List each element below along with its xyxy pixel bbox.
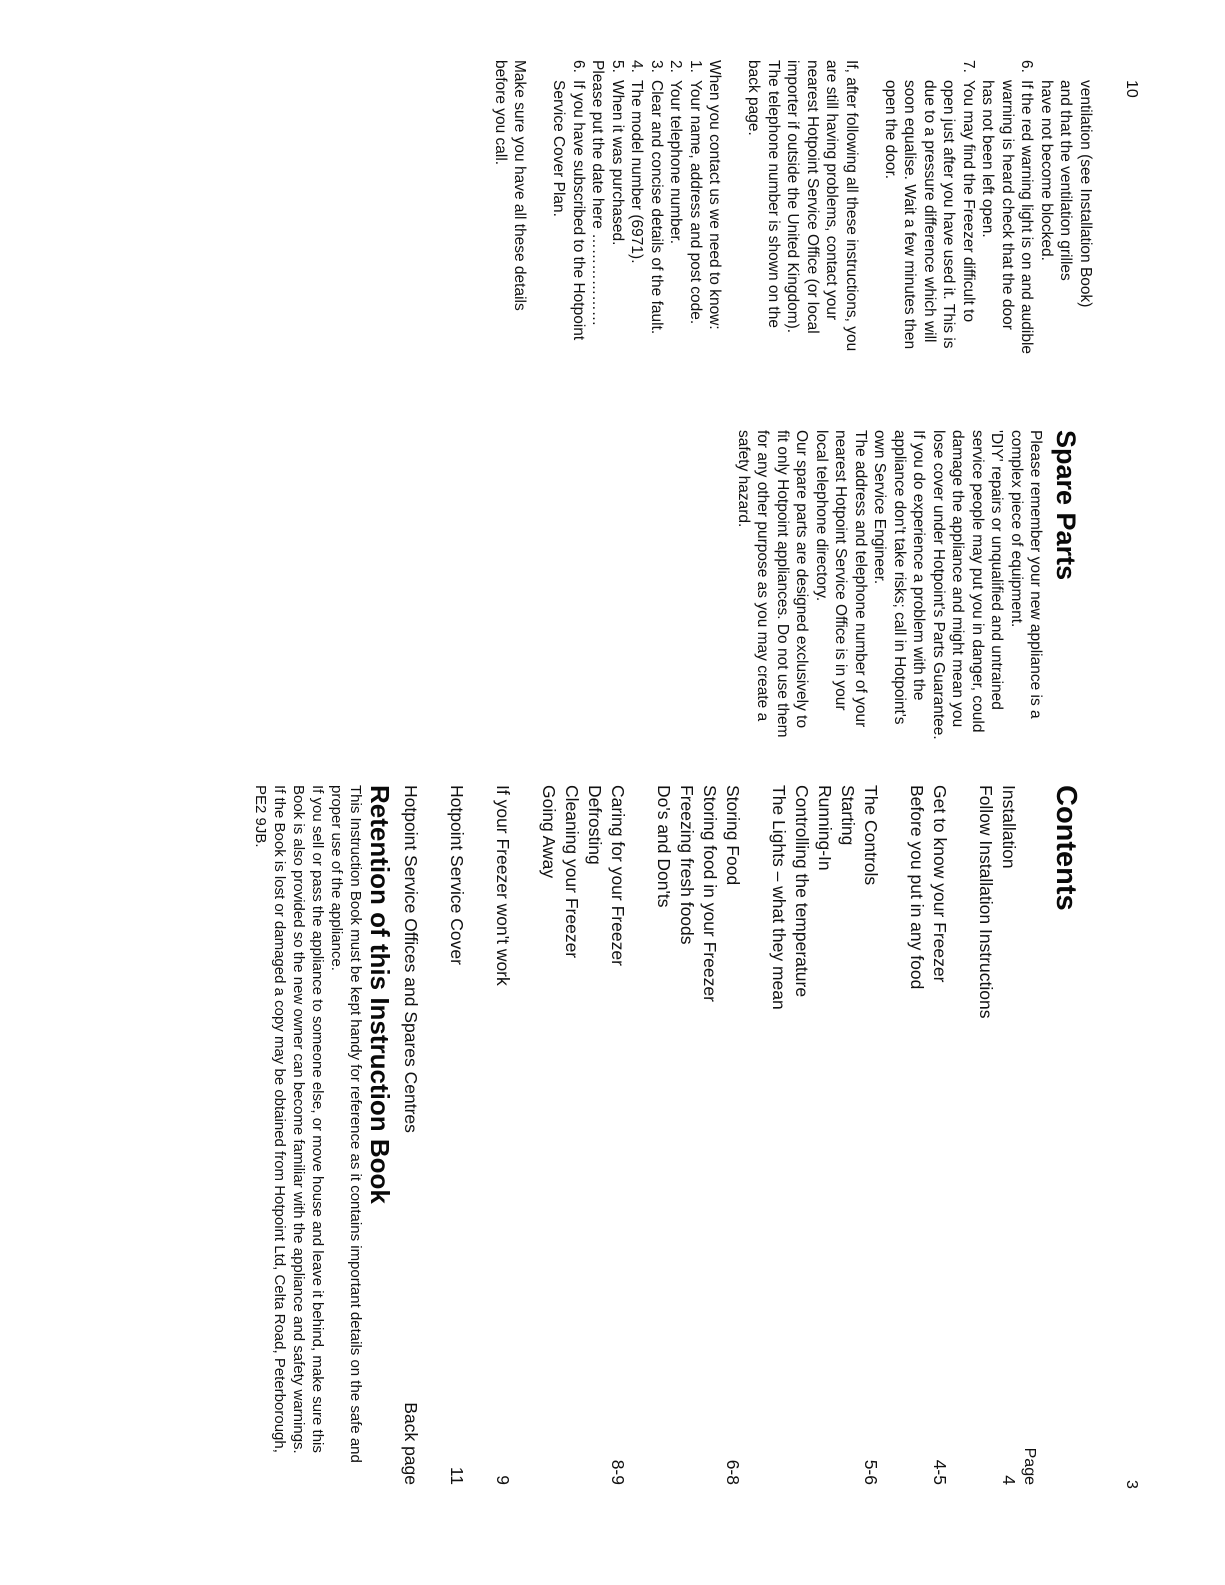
list-item (666, 60, 686, 355)
toc-entry (652, 785, 675, 1485)
toc-entry-label: Running-In (815, 785, 835, 871)
toc-entry-label: Before you put in any food (907, 785, 927, 990)
list-item (686, 60, 706, 355)
paragraph: 'DIY' repairs or unqualified and untrained service people may put you in danger, could damage the appliance and might mean you lose cover under Hotpoint's Parts Guarantee. (930, 430, 1006, 740)
toc-entry-label: Starting (838, 785, 858, 846)
toc-entry-page (813, 1405, 836, 1485)
toc-entry (537, 785, 560, 1485)
paragraph: If the Book is lost or damaged a copy may be obtained from Hotpoint Ltd, Celta Road, Peterborough, PE2 9JB. (252, 785, 289, 1453)
toc-entry-page: Back page (401, 1402, 421, 1485)
toc-entry-page (537, 1405, 560, 1485)
list-item-text: When it was purchased. (609, 80, 626, 246)
toc-entry-page: 4-5 (930, 1459, 950, 1485)
paragraph: Please remember your new appliance is a complex piece of equipment. (1008, 430, 1045, 719)
toc-entry (859, 785, 882, 1485)
toc-entry-label: Do's and Don'ts (654, 785, 674, 908)
list-item-text: The model number (6971). (628, 80, 646, 264)
paragraph: This Instruction Book must be kept handy for reference as it contains important details on the safe and proper use of the appliance. (328, 785, 365, 1463)
list-item-number: 4. (628, 60, 646, 73)
toc-entry-label: Storing Food (723, 785, 743, 886)
toc-entry-label: The Controls (861, 785, 881, 886)
text-line: and that the ventilation grilles (1057, 80, 1075, 281)
toc-entry-page (675, 1405, 698, 1485)
toc-entry-page: 11 (447, 1466, 467, 1485)
list-item (608, 60, 628, 355)
toc-entry (399, 785, 422, 1485)
toc-entry-page (698, 1405, 721, 1485)
toc-entry-label: Cleaning your Freezer (562, 785, 582, 959)
toc-entry-page: 8-9 (608, 1459, 628, 1485)
toc-entry (767, 785, 790, 1485)
list-item-number: 6. (570, 60, 587, 73)
list-item-text: Your name, address and post code. (687, 80, 704, 325)
toc-entry (928, 785, 951, 1485)
list-item-number: 6. (1018, 60, 1036, 73)
toc-entry (606, 785, 629, 1485)
toc-entry-page (767, 1405, 790, 1485)
toc-entry (974, 785, 997, 1485)
toc-entry-label: Hotpoint Service Offices and Spares Centres (401, 785, 421, 1133)
list-item-text: If you have subscribed to the Hotpoint Service Cover Plan. (550, 80, 587, 341)
text-line: have not become blocked. (1038, 80, 1055, 261)
paragraph: If, after following all these instructions, you are still having problems, contact your nearest Hotpoint Service Office (or local importer if outside the United Kingdom). The telephone number is shown on the back page. (745, 60, 860, 352)
list-item (647, 60, 667, 355)
list-item-number: 1. (687, 60, 704, 73)
paragraph: The address and telephone number of your nearest Hotpoint Service Office is in your local telephone directory. (813, 430, 869, 728)
toc-entry-label: Controlling the temperature (792, 785, 812, 998)
list-item (978, 60, 1037, 355)
list-item (627, 60, 647, 355)
paragraph: Make sure you have all these details before you call. (492, 60, 529, 311)
list-item-text: Clear and concise details of the fault. (648, 80, 665, 335)
paragraph: If you sell or pass the appliance to someone else, or move house and leave it behind, make sure this Book is also provided so the new owner can become familiar with the appliance and safety warnings. (290, 785, 327, 1454)
list-item-text: If the red warning light is on and audible warning is heard check that the door has not been left open. (979, 80, 1036, 355)
section-heading: Retention of this Instruction Book (365, 785, 395, 1204)
page-number-left: 10 (1123, 80, 1140, 98)
text-line: ventilation (see Installation Book) (1077, 80, 1094, 308)
spare-parts-section (734, 430, 1081, 740)
list-item (881, 60, 979, 355)
toc-entry-label: Going Away (539, 785, 559, 879)
paragraph: Our spare parts are designed exclusively to fit only Hotpoint appliances. Do not use them for any other purpose as you may create a safety hazard. (735, 430, 811, 738)
toc-entry-label: Follow Installation Instructions (976, 785, 996, 1019)
page-column-heading: Page (1021, 1447, 1039, 1485)
contents-section (252, 785, 1082, 1485)
list-item (549, 60, 588, 355)
toc-entry-page (583, 1405, 606, 1485)
toc-entry-label: Caring for your Freezer (608, 785, 628, 966)
toc-entry (813, 785, 836, 1485)
toc-entry-page (790, 1405, 813, 1485)
toc-entry-label: Hotpoint Service Cover (447, 785, 467, 965)
paragraph: When you contact us we need to know: (706, 60, 724, 330)
section-heading: Contents (1050, 785, 1082, 911)
toc-entry-page (836, 1405, 859, 1485)
toc-entry-label: Defrosting (585, 785, 605, 865)
toc-entry (560, 785, 583, 1485)
toc-entry-label: Installation (999, 785, 1019, 869)
left-column (491, 60, 1096, 355)
list-item-text: You may find the Freezer difficult to open just after you have used it. This is due to a pressure difference which will soon equalise. Wait a few minutes then open the door. (882, 80, 977, 350)
toc-entry (583, 785, 606, 1485)
section-heading: Spare Parts (1051, 430, 1081, 581)
list-item-number: 3. (648, 60, 665, 73)
toc-entry (997, 785, 1020, 1485)
date-line: Please put the date here ……………… (589, 60, 607, 327)
toc-entry (698, 785, 721, 1485)
toc-entry-page: 5-6 (861, 1459, 881, 1485)
list-item-text: Your telephone number. (667, 80, 685, 245)
toc-entry (491, 785, 514, 1485)
table-of-contents (399, 785, 1020, 1485)
list-item-number: 7. (960, 60, 977, 73)
paragraph: If you do experience a problem with the appliance don't take risks; call in Hotpoint's own Service Engineer. (871, 430, 928, 725)
toc-entry-label: The Lights – what they mean (769, 785, 789, 1010)
toc-entry (790, 785, 813, 1485)
toc-entry (675, 785, 698, 1485)
toc-entry-page: 4 (999, 1475, 1019, 1485)
toc-entry-page (905, 1405, 928, 1485)
toc-entry-page: 6-8 (723, 1459, 743, 1485)
toc-entry-label: Storing food in your Freezer (700, 785, 720, 1002)
toc-entry-page (652, 1405, 675, 1485)
page-number-right: 3 (1123, 1480, 1140, 1489)
toc-entry-page (974, 1405, 997, 1485)
toc-entry-page (560, 1405, 583, 1485)
toc-entry (905, 785, 928, 1485)
toc-entry-page: 9 (493, 1475, 513, 1485)
toc-entry-label: If your Freezer won't work (493, 785, 513, 986)
list-item-number: 5. (609, 60, 626, 73)
toc-entry-label: Freezing fresh foods (677, 785, 697, 945)
toc-entry-label: Get to know your Freezer (930, 785, 950, 983)
toc-entry (836, 785, 859, 1485)
toc-entry (445, 785, 468, 1485)
list-item-number: 2. (667, 60, 685, 73)
toc-entry (721, 785, 744, 1485)
